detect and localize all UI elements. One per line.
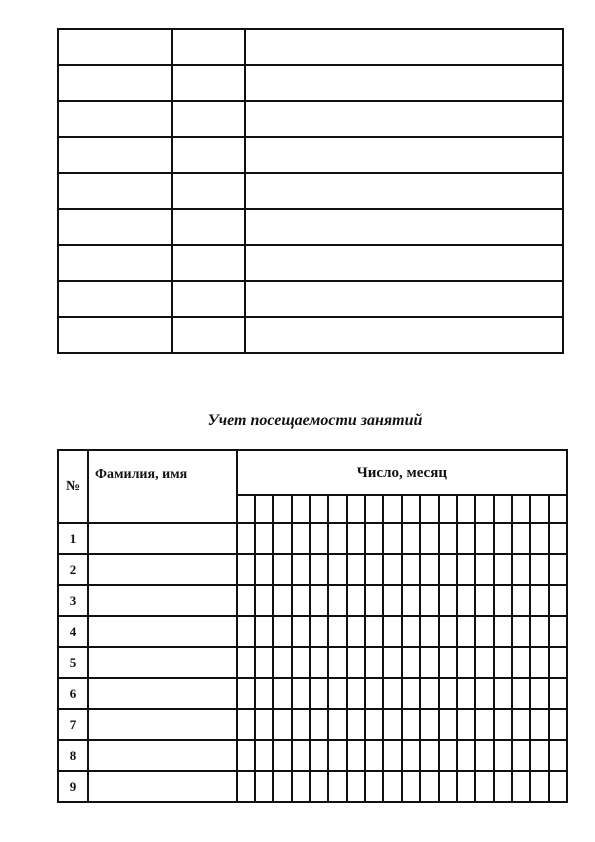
name-cell: [88, 523, 237, 554]
attendance-cell: [292, 616, 310, 647]
blank-cell: [245, 101, 563, 137]
attendance-cell: [402, 740, 420, 771]
attendance-cell: [549, 771, 567, 802]
attendance-cell: [549, 740, 567, 771]
attendance-cell: [457, 616, 475, 647]
blank-cell: [172, 317, 245, 353]
attendance-cell: [457, 523, 475, 554]
attendance-cell: [347, 740, 365, 771]
attendance-cell: [365, 740, 383, 771]
attendance-cell: [328, 647, 346, 678]
blank-cell: [58, 173, 172, 209]
attendance-cell: [494, 740, 512, 771]
row-number: 4: [58, 616, 88, 647]
blank-cell: [172, 29, 245, 65]
attendance-cell: [530, 709, 548, 740]
attendance-cell: [494, 523, 512, 554]
attendance-cell: [255, 709, 273, 740]
attendance-cell: [273, 709, 291, 740]
row-number: 9: [58, 771, 88, 802]
attendance-cell: [255, 616, 273, 647]
attendance-cell: [475, 647, 493, 678]
attendance-cell: [237, 585, 255, 616]
name-cell: [88, 585, 237, 616]
blank-cell: [58, 29, 172, 65]
attendance-cell: [512, 647, 530, 678]
table-row: [58, 554, 567, 585]
attendance-cell: [549, 554, 567, 585]
attendance-cell: [328, 585, 346, 616]
attendance-cell: [347, 616, 365, 647]
attendance-cell: [273, 678, 291, 709]
attendance-cell: [475, 740, 493, 771]
attendance-table: [57, 449, 568, 803]
date-header: Число, месяц: [237, 450, 567, 495]
table-row: [58, 709, 567, 740]
day-column-header: [512, 495, 530, 523]
attendance-cell: [439, 523, 457, 554]
attendance-cell: [328, 740, 346, 771]
name-cell: [88, 554, 237, 585]
blank-cell: [172, 173, 245, 209]
blank-table: [57, 28, 564, 354]
attendance-cell: [383, 740, 401, 771]
attendance-cell: [237, 523, 255, 554]
day-column-header: [273, 495, 291, 523]
attendance-cell: [402, 647, 420, 678]
attendance-cell: [292, 523, 310, 554]
attendance-cell: [549, 678, 567, 709]
attendance-cell: [310, 647, 328, 678]
row-number: 2: [58, 554, 88, 585]
day-column-header: [475, 495, 493, 523]
attendance-cell: [383, 616, 401, 647]
attendance-cell: [420, 523, 438, 554]
attendance-header-row: [58, 450, 567, 495]
attendance-cell: [420, 616, 438, 647]
blank-cell: [245, 209, 563, 245]
attendance-cell: [347, 709, 365, 740]
attendance-cell: [530, 740, 548, 771]
attendance-cell: [310, 554, 328, 585]
attendance-cell: [402, 523, 420, 554]
attendance-cell: [475, 585, 493, 616]
blank-cell: [58, 281, 172, 317]
blank-cell: [172, 137, 245, 173]
attendance-cell: [439, 647, 457, 678]
table-row: [58, 771, 567, 802]
blank-cell: [172, 245, 245, 281]
blank-cell: [58, 245, 172, 281]
attendance-title: Учет посещаемости занятий: [207, 412, 423, 429]
blank-cell: [245, 29, 563, 65]
day-column-header: [494, 495, 512, 523]
blank-cell: [58, 65, 172, 101]
attendance-cell: [439, 616, 457, 647]
attendance-cell: [494, 585, 512, 616]
blank-cell: [245, 317, 563, 353]
attendance-cell: [383, 678, 401, 709]
blank-cell: [245, 281, 563, 317]
attendance-cell: [310, 740, 328, 771]
attendance-cell: [292, 709, 310, 740]
blank-cell: [172, 65, 245, 101]
attendance-cell: [328, 678, 346, 709]
attendance-cell: [383, 709, 401, 740]
table-row: [58, 678, 567, 709]
attendance-cell: [402, 616, 420, 647]
attendance-cell: [420, 647, 438, 678]
attendance-cell: [347, 554, 365, 585]
number-header: №: [58, 450, 88, 523]
blank-table-row: [58, 101, 563, 137]
attendance-cell: [439, 740, 457, 771]
blank-table-row: [58, 65, 563, 101]
attendance-cell: [420, 585, 438, 616]
attendance-cell: [292, 554, 310, 585]
attendance-cell: [383, 523, 401, 554]
attendance-cell: [494, 554, 512, 585]
attendance-cell: [420, 678, 438, 709]
attendance-cell: [494, 647, 512, 678]
attendance-cell: [383, 585, 401, 616]
name-cell: [88, 740, 237, 771]
attendance-cell: [292, 771, 310, 802]
blank-cell: [245, 173, 563, 209]
attendance-cell: [530, 554, 548, 585]
attendance-cell: [273, 647, 291, 678]
attendance-cell: [273, 740, 291, 771]
day-column-header: [402, 495, 420, 523]
blank-cell: [245, 65, 563, 101]
attendance-cell: [530, 523, 548, 554]
attendance-cell: [457, 678, 475, 709]
attendance-cell: [255, 554, 273, 585]
attendance-cell: [530, 678, 548, 709]
blank-cell: [245, 137, 563, 173]
attendance-cell: [439, 709, 457, 740]
attendance-cell: [420, 554, 438, 585]
attendance-cell: [549, 647, 567, 678]
attendance-cell: [402, 709, 420, 740]
attendance-cell: [457, 647, 475, 678]
blank-cell: [58, 137, 172, 173]
attendance-cell: [494, 771, 512, 802]
attendance-cell: [365, 647, 383, 678]
attendance-cell: [328, 523, 346, 554]
attendance-cell: [328, 771, 346, 802]
attendance-cell: [549, 709, 567, 740]
day-column-header: [255, 495, 273, 523]
attendance-cell: [273, 554, 291, 585]
attendance-cell: [512, 709, 530, 740]
day-column-header: [310, 495, 328, 523]
attendance-cell: [255, 647, 273, 678]
attendance-cell: [255, 678, 273, 709]
attendance-cell: [530, 771, 548, 802]
blank-table-row: [58, 209, 563, 245]
attendance-cell: [237, 678, 255, 709]
day-column-header: [365, 495, 383, 523]
table-row: [58, 585, 567, 616]
attendance-cell: [420, 709, 438, 740]
attendance-cell: [292, 585, 310, 616]
attendance-cell: [439, 554, 457, 585]
name-header: Фамилия, имя: [88, 450, 237, 523]
attendance-cell: [457, 554, 475, 585]
attendance-cell: [457, 771, 475, 802]
attendance-cell: [530, 647, 548, 678]
attendance-cell: [347, 585, 365, 616]
attendance-cell: [512, 678, 530, 709]
row-number: 5: [58, 647, 88, 678]
blank-table-row: [58, 137, 563, 173]
attendance-cell: [457, 740, 475, 771]
day-column-header: [530, 495, 548, 523]
attendance-cell: [475, 709, 493, 740]
attendance-cell: [402, 585, 420, 616]
attendance-cell: [402, 771, 420, 802]
attendance-cell: [475, 678, 493, 709]
blank-cell: [172, 101, 245, 137]
attendance-cell: [347, 523, 365, 554]
attendance-cell: [365, 709, 383, 740]
attendance-cell: [475, 616, 493, 647]
day-column-header: [347, 495, 365, 523]
attendance-cell: [273, 771, 291, 802]
attendance-cell: [494, 678, 512, 709]
table-row: [58, 523, 567, 554]
day-column-header: [549, 495, 567, 523]
attendance-cell: [383, 554, 401, 585]
attendance-cell: [402, 678, 420, 709]
blank-cell: [172, 281, 245, 317]
attendance-cell: [475, 523, 493, 554]
attendance-cell: [310, 585, 328, 616]
attendance-cell: [475, 554, 493, 585]
attendance-cell: [439, 585, 457, 616]
attendance-cell: [530, 585, 548, 616]
name-cell: [88, 709, 237, 740]
attendance-cell: [237, 647, 255, 678]
row-number: 1: [58, 523, 88, 554]
attendance-cell: [549, 585, 567, 616]
attendance-cell: [310, 709, 328, 740]
attendance-cell: [292, 740, 310, 771]
attendance-cell: [237, 740, 255, 771]
name-cell: [88, 616, 237, 647]
attendance-cell: [512, 585, 530, 616]
row-number: 8: [58, 740, 88, 771]
attendance-cell: [512, 740, 530, 771]
attendance-cell: [365, 771, 383, 802]
attendance-cell: [512, 554, 530, 585]
attendance-cell: [420, 771, 438, 802]
table-row: [58, 740, 567, 771]
attendance-cell: [328, 709, 346, 740]
blank-cell: [172, 209, 245, 245]
attendance-cell: [273, 616, 291, 647]
row-number: 3: [58, 585, 88, 616]
attendance-cell: [347, 678, 365, 709]
day-column-header: [237, 495, 255, 523]
blank-cell: [245, 245, 563, 281]
attendance-cell: [310, 616, 328, 647]
blank-cell: [58, 209, 172, 245]
attendance-cell: [383, 771, 401, 802]
row-number: 7: [58, 709, 88, 740]
blank-table-row: [58, 173, 563, 209]
attendance-cell: [365, 523, 383, 554]
attendance-cell: [365, 554, 383, 585]
attendance-cell: [530, 616, 548, 647]
attendance-cell: [439, 771, 457, 802]
day-column-header: [439, 495, 457, 523]
attendance-cell: [255, 585, 273, 616]
attendance-cell: [420, 740, 438, 771]
attendance-cell: [310, 678, 328, 709]
attendance-cell: [402, 554, 420, 585]
attendance-cell: [383, 647, 401, 678]
attendance-cell: [237, 616, 255, 647]
attendance-cell: [365, 585, 383, 616]
attendance-cell: [310, 523, 328, 554]
day-column-header: [420, 495, 438, 523]
blank-table-row: [58, 317, 563, 353]
attendance-cell: [292, 647, 310, 678]
attendance-cell: [494, 616, 512, 647]
day-column-header: [292, 495, 310, 523]
attendance-cell: [292, 678, 310, 709]
attendance-cell: [549, 616, 567, 647]
attendance-cell: [347, 771, 365, 802]
attendance-cell: [512, 771, 530, 802]
attendance-cell: [439, 678, 457, 709]
attendance-cell: [255, 740, 273, 771]
attendance-cell: [549, 523, 567, 554]
day-column-header: [328, 495, 346, 523]
day-column-header: [457, 495, 475, 523]
attendance-cell: [310, 771, 328, 802]
day-column-header: [383, 495, 401, 523]
attendance-cell: [512, 616, 530, 647]
blank-cell: [58, 101, 172, 137]
attendance-cell: [494, 709, 512, 740]
attendance-cell: [237, 771, 255, 802]
attendance-cell: [237, 554, 255, 585]
attendance-cell: [255, 771, 273, 802]
blank-table-row: [58, 245, 563, 281]
attendance-cell: [365, 678, 383, 709]
name-cell: [88, 678, 237, 709]
table-row: [58, 616, 567, 647]
attendance-cell: [273, 523, 291, 554]
attendance-cell: [457, 585, 475, 616]
name-cell: [88, 647, 237, 678]
attendance-cell: [328, 616, 346, 647]
attendance-cell: [255, 523, 273, 554]
attendance-cell: [365, 616, 383, 647]
attendance-cell: [512, 523, 530, 554]
attendance-cell: [328, 554, 346, 585]
attendance-cell: [457, 709, 475, 740]
row-number: 6: [58, 678, 88, 709]
blank-table-row: [58, 281, 563, 317]
table-row: [58, 647, 567, 678]
blank-cell: [58, 317, 172, 353]
attendance-cell: [273, 585, 291, 616]
blank-table-row: [58, 29, 563, 65]
attendance-cell: [475, 771, 493, 802]
name-cell: [88, 771, 237, 802]
attendance-cell: [347, 647, 365, 678]
attendance-cell: [237, 709, 255, 740]
